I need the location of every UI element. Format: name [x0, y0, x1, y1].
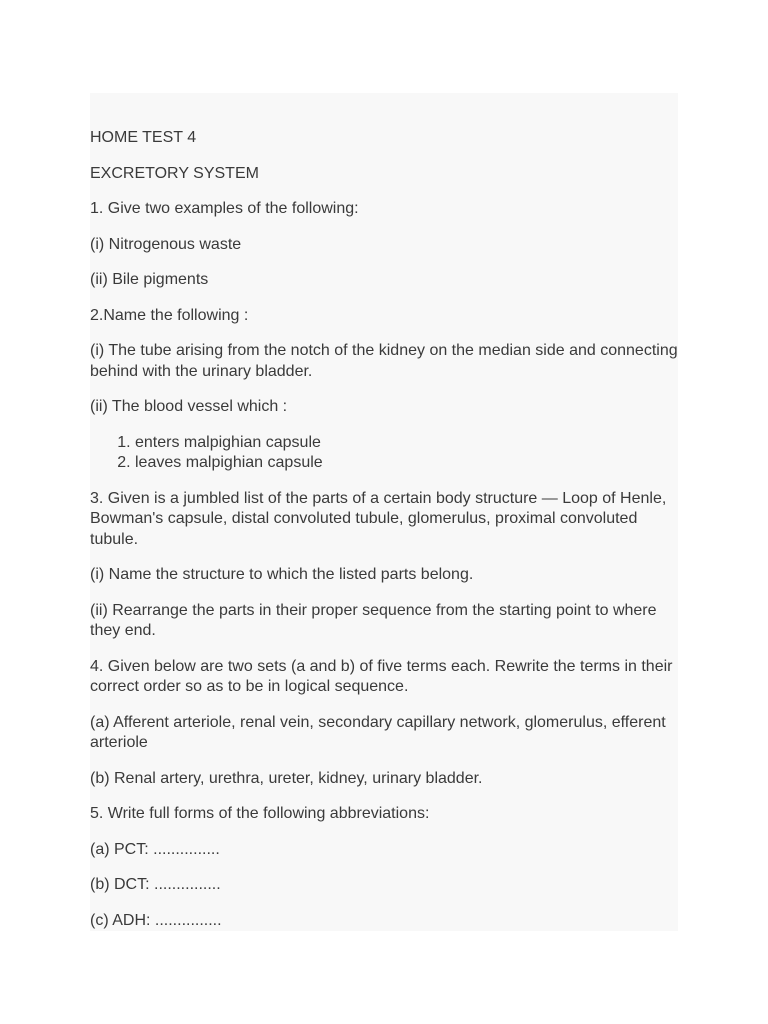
question-1-part-i: (i) Nitrogenous waste: [90, 235, 242, 253]
document-page: [90, 93, 678, 931]
list-item: 1. enters malpighian capsule: [135, 433, 678, 454]
document-subtitle: EXCRETORY SYSTEM: [90, 164, 259, 182]
list-item: 2. leaves malpighian capsule: [135, 453, 678, 474]
question-1-prompt: 1. Give two examples of the following:: [90, 200, 359, 217]
document-content: [90, 93, 678, 931]
question-3-prompt: 3. Given is a jumbled list of the parts of a certain body structure — Loop of Henle, Bowman's capsule, distal convoluted tubule, glomerulus, proximal convoluted tubule.: [90, 489, 667, 548]
question-4-prompt: 4. Given below are two sets (a and b) of five terms each. Rewrite the terms in their correct order so as to be in logical sequence.: [90, 657, 673, 695]
question-2-list: [90, 433, 678, 474]
document-title: HOME TEST 4: [90, 129, 197, 146]
question-2-part-i: (i) The tube arising from the notch of the kidney on the median side and connecting behind with the urinary bladder.: [90, 342, 678, 380]
question-4-part-b: (b) Renal artery, urethra, ureter, kidney, urinary bladder.: [90, 769, 483, 787]
question-5-part-a: (a) PCT: ...............: [90, 840, 220, 858]
question-2-part-ii: (ii) The blood vessel which :: [90, 398, 288, 415]
question-1-part-ii: (ii) Bile pigments: [90, 271, 209, 288]
question-3-part-i: (i) Name the structure to which the listed parts belong.: [90, 566, 474, 583]
question-5-part-b: (b) DCT: ...............: [90, 876, 221, 893]
question-3-part-ii: (ii) Rearrange the parts in their proper sequence from the starting point to where they end.: [90, 601, 657, 639]
question-2-prompt: 2.Name the following :: [90, 306, 249, 324]
question-5-prompt: 5. Write full forms of the following abbreviations:: [90, 805, 430, 822]
question-4-part-a: (a) Afferent arteriole, renal vein, secondary capillary network, glomerulus, efferent arteriole: [90, 713, 666, 751]
question-5-part-c: (c) ADH: ...............: [90, 911, 222, 929]
